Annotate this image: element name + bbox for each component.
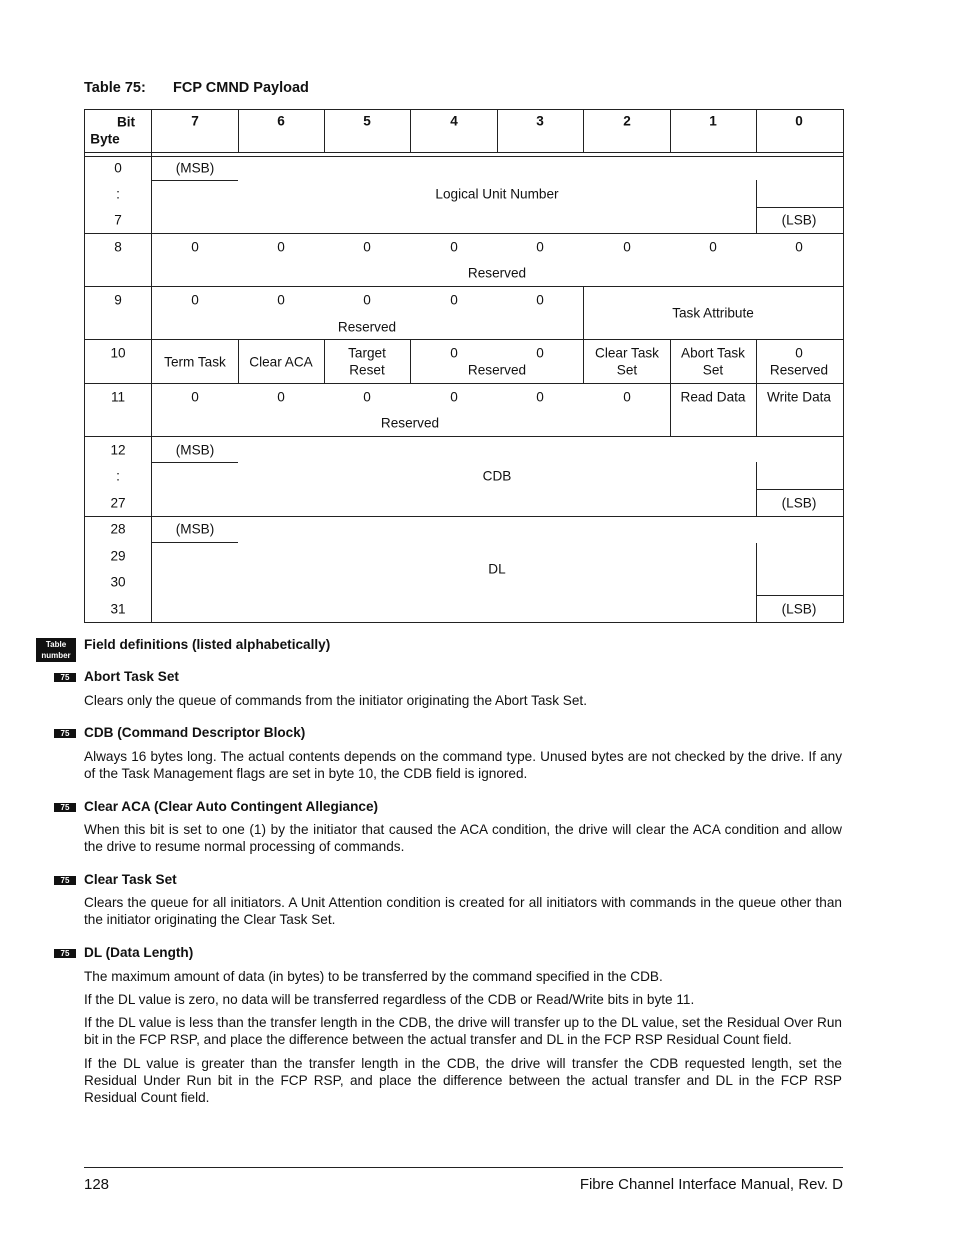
header-bit-0: 0 — [795, 113, 803, 129]
msb-marker: (MSB) — [175, 160, 215, 176]
field-dl: DL — [488, 561, 506, 577]
table-number-tag — [36, 638, 76, 662]
msb-marker: (MSB) — [175, 442, 215, 458]
bit-value: 0 — [191, 239, 199, 255]
field-reserved: Reserved — [467, 362, 527, 378]
field-target-reset: Reset — [349, 362, 385, 378]
field-description: Clears the queue for all initiators. A Unit Attention condition is created for all initiators with commands in the queue other than the initiator originating the Clear Task Set. — [84, 895, 842, 927]
byte-label: 8 — [114, 239, 122, 255]
table-title: FCP CMND Payload — [173, 80, 309, 96]
footer-title: Fibre Channel Interface Manual, Rev. D — [579, 1176, 843, 1193]
field-heading: Abort Task Set — [84, 669, 179, 684]
bit-value: 0 — [623, 239, 631, 255]
bit-value: 0 — [709, 239, 717, 255]
field-heading: Clear ACA (Clear Auto Contingent Allegiance) — [84, 799, 379, 814]
field-description: Clears only the queue of commands from the initiator originating the Abort Task Set. — [84, 693, 587, 708]
byte-label: 9 — [114, 292, 122, 308]
field-description: If the DL value is greater than the transfer length in the CDB, the drive will transfer the CDB requested length, set the Residual Under Run bit in the FCP RSP, and place the difference between the actual transfer and DL in the FCP RSP Residual Count field. — [84, 1056, 842, 1105]
lsb-marker: (LSB) — [781, 495, 817, 511]
field-logical-unit-number: Logical Unit Number — [435, 186, 559, 202]
byte-label: 10 — [110, 345, 126, 361]
field-description: Always 16 bytes long. The actual contents depends on the command type. Unused bytes are not checked by the drive. If any of the Task Management flags are set in byte 10, the CDB field is ignored. — [84, 749, 842, 781]
field-clear-task-set: Clear Task — [595, 345, 659, 361]
table-ref-tag: 75 — [54, 729, 76, 738]
byte-label: 0 — [114, 160, 122, 176]
table-number: Table 75: — [84, 80, 146, 96]
byte-label: 12 — [110, 442, 126, 458]
byte-label: 7 — [114, 212, 122, 228]
field-reserved: Reserved — [337, 319, 397, 335]
section-title: Field definitions (listed alphabetically) — [84, 637, 331, 652]
table-ref-tag: 75 — [54, 876, 76, 885]
field-reserved: Reserved — [467, 265, 527, 281]
bit-value: 0 — [536, 292, 544, 308]
tag-line: number — [41, 651, 71, 660]
field-description: If the DL value is zero, no data will be transferred regardless of the CDB or Read/Write bits in byte 11. — [84, 992, 695, 1007]
bit-value: 0 — [363, 389, 371, 405]
table-ref-tag: 75 — [54, 803, 76, 812]
bit-value: 0 — [450, 389, 458, 405]
field-clear-aca: Clear ACA — [249, 354, 313, 370]
header-byte: Byte — [90, 131, 120, 147]
table-ref-tag: 75 — [54, 949, 76, 958]
bit-value: 0 — [191, 292, 199, 308]
byte-label: 31 — [110, 601, 126, 617]
field-abort-task-set: Abort Task — [681, 345, 745, 361]
header-bit: Bit — [116, 114, 136, 130]
header-bit-7: 7 — [191, 113, 199, 129]
table-ref-tag: 75 — [54, 673, 76, 682]
footer-rule — [84, 1167, 843, 1168]
bit-value: 0 — [536, 239, 544, 255]
tag-line: Table — [45, 640, 67, 649]
bit-value: 0 — [795, 239, 803, 255]
field-heading: CDB (Command Descriptor Block) — [84, 725, 306, 740]
page-number: 128 — [84, 1176, 110, 1193]
msb-marker: (MSB) — [175, 521, 215, 537]
bit-value: 0 — [623, 389, 631, 405]
byte-label: 11 — [110, 389, 126, 405]
byte-label: 30 — [110, 574, 126, 590]
header-bit-1: 1 — [709, 113, 717, 129]
byte-label: : — [116, 468, 120, 484]
bit-value: 0 — [277, 292, 285, 308]
byte-label: : — [116, 186, 120, 202]
byte-label: 29 — [110, 548, 126, 564]
field-clear-task-set: Set — [616, 362, 638, 378]
field-target-reset: Target — [348, 345, 386, 361]
header-bit-5: 5 — [363, 113, 371, 129]
field-heading: DL (Data Length) — [84, 945, 194, 960]
bit-value: 0 — [536, 345, 544, 361]
field-reserved: Reserved — [769, 362, 829, 378]
bit-value: 0 — [450, 292, 458, 308]
header-bit-2: 2 — [623, 113, 631, 129]
bit-value: 0 — [277, 239, 285, 255]
lsb-marker: (LSB) — [781, 212, 817, 228]
field-read-data: Read Data — [680, 389, 746, 405]
field-description: When this bit is set to one (1) by the initiator that caused the ACA condition, the drive will clear the ACA condition and allow the drive to resume normal processing of commands. — [84, 822, 842, 854]
field-description: The maximum amount of data (in bytes) to be transferred by the command specified in the CDB. — [84, 969, 663, 984]
bit-value: 0 — [277, 389, 285, 405]
bit-value: 0 — [450, 345, 458, 361]
header-bit-4: 4 — [450, 113, 458, 129]
field-cdb: CDB — [482, 468, 512, 484]
bit-value: 0 — [363, 292, 371, 308]
field-term-task: Term Task — [164, 354, 226, 370]
field-reserved: Reserved — [380, 415, 440, 431]
bit-value: 0 — [536, 389, 544, 405]
field-abort-task-set: Set — [702, 362, 724, 378]
field-description: If the DL value is less than the transfer length in the CDB, the drive will transfer up to the DL value, set the Residual Over Run bit in the FCP RSP, and place the difference between the actual transfer and DL in the FCP RSP Residual Count field. — [84, 1015, 842, 1047]
header-bit-6: 6 — [277, 113, 285, 129]
bit-value: 0 — [450, 239, 458, 255]
bit-value: 0 — [191, 389, 199, 405]
byte-label: 28 — [110, 521, 126, 537]
bit-value: 0 — [795, 345, 803, 361]
bit-value: 0 — [363, 239, 371, 255]
field-write-data: Write Data — [767, 389, 831, 405]
lsb-marker: (LSB) — [781, 601, 817, 617]
field-task-attribute: Task Attribute — [672, 305, 754, 321]
field-heading: Clear Task Set — [84, 872, 177, 887]
header-bit-3: 3 — [536, 113, 544, 129]
byte-label: 27 — [110, 495, 126, 511]
